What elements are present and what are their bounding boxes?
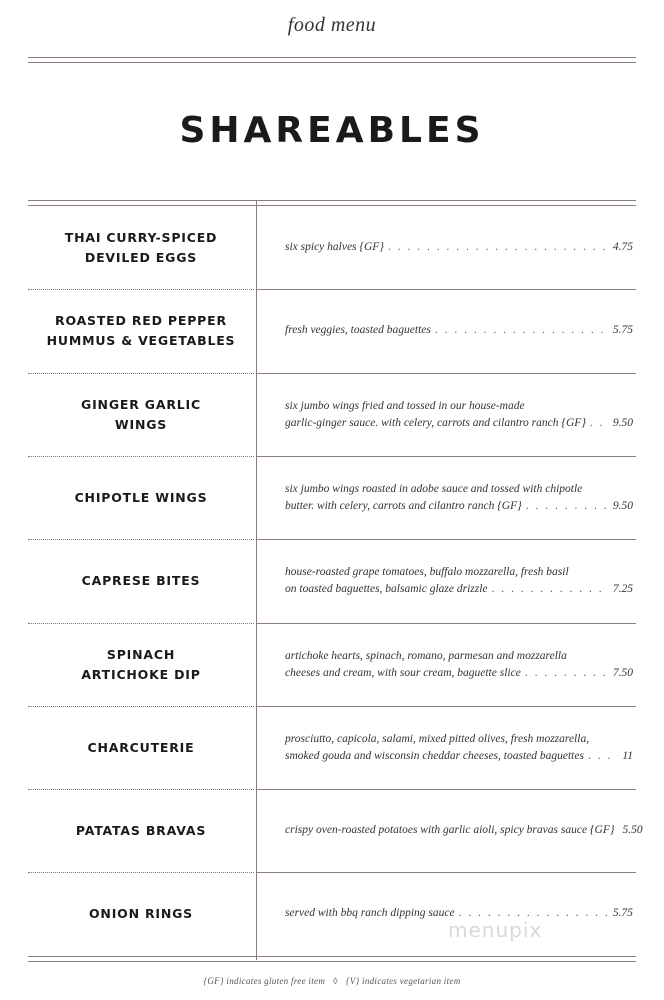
description-line [285,415,633,432]
header-rule-bottom [28,62,636,63]
description-line [285,665,633,682]
menu-item-description [285,206,633,289]
description-line [285,648,633,665]
menu-item-price: 5.75 [612,324,633,336]
description-line [285,581,633,598]
footer-separator-icon: ◊ [333,976,338,986]
description-text: on toasted baguettes, balsamic glaze drizzle [285,582,488,595]
dot-leader [388,239,609,256]
description-line [285,498,633,515]
menu-item-name: ROASTED RED PEPPER HUMMUS & VEGETABLES [46,312,236,348]
menu-item-price: 4.75 [612,241,633,253]
description-line [285,322,633,339]
description-text: six spicy halves {GF} [285,241,384,253]
description-line [285,731,633,748]
menu-item-row [28,456,636,539]
menu-item-name: PATATAS BRAVAS [75,822,207,838]
table-rule-bottom-2 [28,961,636,962]
menu-item-price: 9.50 [612,416,633,429]
menu-item-row [28,206,636,289]
description-line [285,481,633,498]
description-line [285,398,633,415]
menu-item-description [285,539,633,622]
description-text: smoked gouda and wisconsin cheddar cheeses, toasted baguettes [285,749,584,762]
description-text: butter. with celery, carrots and cilantro ranch {GF} [285,499,522,512]
menu-item-description [285,373,633,456]
menu-item-name: GINGER GARLIC WINGS [81,396,201,432]
dot-leader [590,415,609,432]
description-text: house-roasted grape tomatoes, buffalo mozzarella, fresh basil [285,565,569,578]
footer-gf-note: {GF} indicates gluten free item [203,976,326,986]
dot-leader [435,322,609,339]
menu-item-row [28,539,636,622]
menu-item-price: 11 [622,749,633,762]
menu-item-price: 5.50 [622,824,643,836]
section-title: SHAREABLES [179,110,485,151]
menu-header-title: food menu [287,14,377,36]
description-line [285,822,643,839]
description-text: garlic-ginger sauce. with celery, carrots and cilantro ranch {GF} [285,416,586,429]
menu-item-row [28,373,636,456]
description-text: prosciutto, capicola, salami, mixed pitted olives, fresh mozzarella, [285,732,590,745]
menu-item-description [285,872,633,955]
menu-item-description [285,289,633,372]
description-text: crispy oven-roasted potatoes with garlic aioli, spicy bravas sauce {GF} [285,824,615,836]
menu-item-name: ONION RINGS [89,905,193,921]
dot-leader [588,748,618,765]
footer-legend [0,976,664,986]
menu-item-description [285,456,633,539]
description-text: served with bbq ranch dipping sauce [285,907,455,919]
description-text: cheeses and cream, with sour cream, baguette slice [285,666,521,679]
table-rule-top [28,200,636,201]
menu-item-row [28,872,636,955]
menu-item-name: CHIPOTLE WINGS [74,489,208,505]
description-line [285,748,633,765]
menu-item-price: 7.25 [612,582,633,595]
dot-leader [525,665,609,682]
table-rule-bottom [28,956,636,957]
menu-item-name: SPINACH ARTICHOKE DIP [81,646,201,682]
header-rule-top [28,57,636,58]
dot-leader [526,498,609,515]
description-line [285,239,633,256]
watermark-logo: menupix [448,918,543,942]
description-text: artichoke hearts, spinach, romano, parmesan and mozzarella [285,649,567,662]
description-line [285,564,633,581]
menu-item-price: 5.75 [612,907,633,919]
menu-item-price: 7.50 [612,666,633,679]
menu-item-name: CHARCUTERIE [87,739,195,755]
menu-item-description [285,789,643,872]
menu-item-row [28,623,636,706]
menu-item-row [28,789,643,872]
description-text: six jumbo wings roasted in adobe sauce and tossed with chipotle [285,482,583,495]
menu-item-name: THAI CURRY-SPICED DEVILED EGGS [64,229,218,265]
description-text: six jumbo wings fried and tossed in our house-made [285,399,525,412]
menu-item-row [28,289,636,372]
menu-item-name: CAPRESE BITES [81,572,201,588]
menu-item-price: 9.50 [612,499,633,512]
footer-v-note: {V} indicates vegetarian item [345,976,461,986]
menu-item-row [28,706,636,789]
description-text: fresh veggies, toasted baguettes [285,324,431,336]
menu-item-description [285,623,633,706]
dot-leader [492,581,609,598]
menu-item-description [285,706,633,789]
